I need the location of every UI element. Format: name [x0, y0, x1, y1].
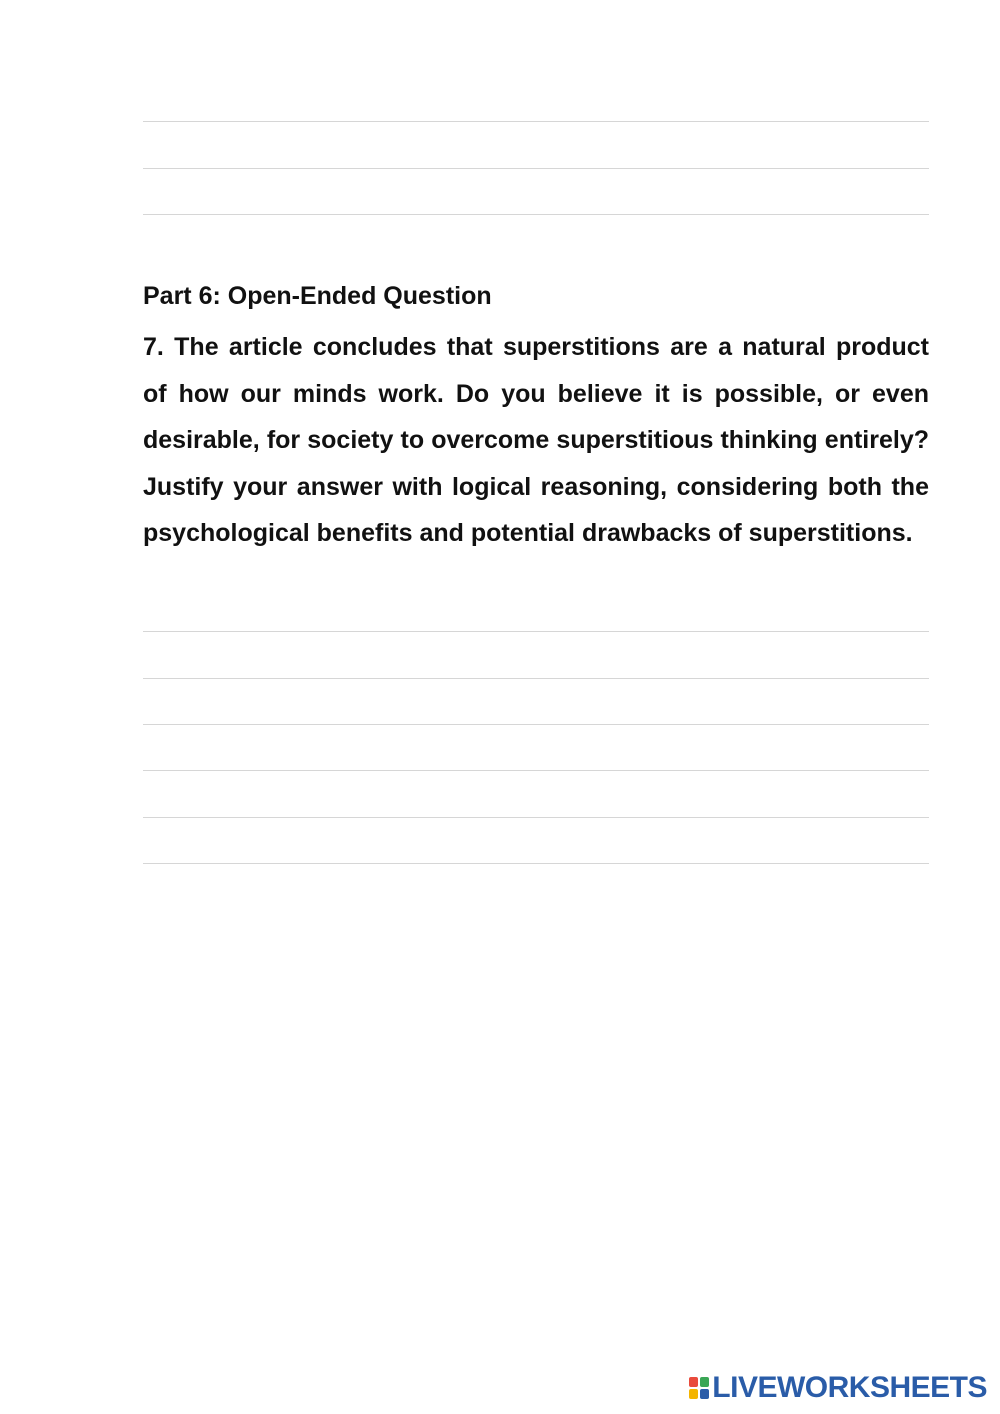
liveworksheets-logo[interactable] [689, 1371, 987, 1405]
logo-text: LIVEWORKSHEETS [712, 1371, 987, 1404]
answer-line[interactable] [143, 214, 929, 215]
logo-block [689, 1389, 698, 1399]
section-heading: Part 6: Open-Ended Question [143, 282, 492, 310]
answer-line[interactable] [143, 863, 929, 864]
logo-block [700, 1389, 709, 1399]
answer-line[interactable] [143, 678, 929, 679]
logo-block [689, 1377, 698, 1387]
question-text: 7. The article concludes that superstitions are a natural product of how our minds work. Do you believe it is possible, or even desirable, for society to overcome superstitious thinking entirely? Justify your answer with logical reasoning, considering both the psychological benefits and potential drawbacks of superstitions. [143, 333, 929, 547]
answer-line[interactable] [143, 631, 929, 632]
logo-blocks-icon [689, 1377, 709, 1399]
logo-block [700, 1377, 709, 1387]
answer-line[interactable] [143, 817, 929, 818]
answer-line[interactable] [143, 121, 929, 122]
answer-line[interactable] [143, 168, 929, 169]
answer-line[interactable] [143, 770, 929, 771]
answer-line[interactable] [143, 724, 929, 725]
